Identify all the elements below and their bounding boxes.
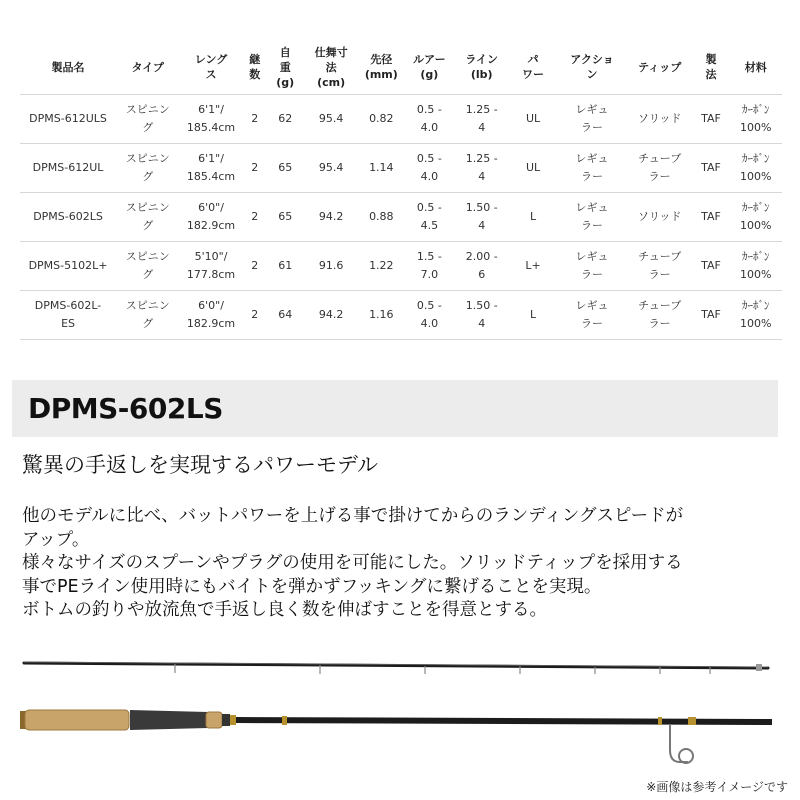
cell-tip: チューブ ラー <box>627 242 693 291</box>
cell-line: 1.25 - 4 <box>454 95 509 144</box>
header-tip-diameter: 先径 (mm) <box>358 40 404 95</box>
cell-type: スピニン グ <box>116 144 179 193</box>
image-note: ※画像は参考イメージです <box>646 780 788 794</box>
cell-closed-length: 95.4 <box>304 144 359 193</box>
table-row <box>20 193 782 242</box>
cell-action: レギュ ラー <box>557 291 627 340</box>
cell-lure-weight: 0.5 - 4.5 <box>404 193 454 242</box>
cell-product-name: DPMS-612UL <box>20 144 116 193</box>
cell-line: 2.00 - 6 <box>454 242 509 291</box>
table-row <box>20 291 782 340</box>
cell-weight: 61 <box>267 242 304 291</box>
cell-power: L <box>509 193 557 242</box>
table-row <box>20 144 782 193</box>
cell-method: TAF <box>692 95 729 144</box>
cell-lure-weight: 1.5 - 7.0 <box>404 242 454 291</box>
cell-lure-weight: 0.5 - 4.0 <box>404 95 454 144</box>
cell-product-name: DPMS-602L- ES <box>20 291 116 340</box>
cell-power: L <box>509 291 557 340</box>
header-line: ライン (lb) <box>454 40 509 95</box>
cell-tip-diameter: 0.82 <box>358 95 404 144</box>
description-line: 他のモデルに比べ、バットパワーを上げる事で掛けてからのランディングスピードが <box>22 506 684 526</box>
cell-closed-length: 95.4 <box>304 95 359 144</box>
cell-action: レギュ ラー <box>557 242 627 291</box>
rod-tip-section <box>24 662 768 674</box>
cell-weight: 65 <box>267 193 304 242</box>
header-method: 製 法 <box>692 40 729 95</box>
header-lure-weight: ルアー (g) <box>404 40 454 95</box>
cell-method: TAF <box>692 193 729 242</box>
description-line: 事でPEライン使用時にもバイトを弾かずフッキングに繋げることを実現。 <box>22 576 602 597</box>
cell-material: ｶｰﾎﾞﾝ 100% <box>730 193 782 242</box>
cell-method: TAF <box>692 291 729 340</box>
rod-butt-section <box>20 710 772 763</box>
cell-length: 6'0"/ 182.9cm <box>179 291 242 340</box>
cell-length: 5'10"/ 177.8cm <box>179 242 242 291</box>
cell-length: 6'0"/ 182.9cm <box>179 193 242 242</box>
header-length: レング ス <box>179 40 242 95</box>
cell-material: ｶｰﾎﾞﾝ 100% <box>730 291 782 340</box>
cell-tip-diameter: 1.22 <box>358 242 404 291</box>
rod-image <box>20 650 772 775</box>
cell-length: 6'1"/ 185.4cm <box>179 95 242 144</box>
header-tip: ティップ <box>627 40 693 95</box>
cell-power: UL <box>509 144 557 193</box>
cell-line: 1.25 - 4 <box>454 144 509 193</box>
cell-lure-weight: 0.5 - 4.0 <box>404 144 454 193</box>
cell-power: UL <box>509 95 557 144</box>
table-row <box>20 242 782 291</box>
cell-tip-diameter: 1.16 <box>358 291 404 340</box>
cell-type: スピニン グ <box>116 242 179 291</box>
cell-material: ｶｰﾎﾞﾝ 100% <box>730 144 782 193</box>
cell-closed-length: 91.6 <box>304 242 359 291</box>
cell-tip: ソリッド <box>627 95 693 144</box>
cell-action: レギュ ラー <box>557 193 627 242</box>
header-product-name: 製品名 <box>20 40 116 95</box>
cell-pieces: 2 <box>243 95 267 144</box>
cell-tip: チューブ ラー <box>627 144 693 193</box>
cell-tip-diameter: 1.14 <box>358 144 404 193</box>
cell-line: 1.50 - 4 <box>454 193 509 242</box>
cell-power: L+ <box>509 242 557 291</box>
spec-header-row <box>20 40 782 95</box>
header-weight: 自 重 (g) <box>267 40 304 95</box>
cell-product-name: DPMS-602LS <box>20 193 116 242</box>
header-action: アクショ ン <box>557 40 627 95</box>
cell-lure-weight: 0.5 - 4.0 <box>404 291 454 340</box>
cell-type: スピニン グ <box>116 95 179 144</box>
section-title: DPMS-602LS <box>28 392 223 425</box>
cell-tip: チューブ ラー <box>627 291 693 340</box>
description-line: アップ。 <box>22 529 90 550</box>
cell-pieces: 2 <box>243 193 267 242</box>
cell-pieces: 2 <box>243 291 267 340</box>
section-header-band <box>12 380 778 437</box>
cell-tip-diameter: 0.88 <box>358 193 404 242</box>
cell-closed-length: 94.2 <box>304 291 359 340</box>
description-line: ボトムの釣りや放流魚で手返し良く数を伸ばすことを得意とする。 <box>22 600 547 620</box>
cell-pieces: 2 <box>243 144 267 193</box>
cell-material: ｶｰﾎﾞﾝ 100% <box>730 95 782 144</box>
cell-product-name: DPMS-612ULS <box>20 95 116 144</box>
cell-length: 6'1"/ 185.4cm <box>179 144 242 193</box>
cell-pieces: 2 <box>243 242 267 291</box>
cell-action: レギュ ラー <box>557 144 627 193</box>
cell-weight: 64 <box>267 291 304 340</box>
cell-type: スピニン グ <box>116 291 179 340</box>
cell-weight: 65 <box>267 144 304 193</box>
description-line: 様々なサイズのスプーンやプラグの使用を可能にした。ソリッドティップを採用する <box>22 553 683 573</box>
cell-method: TAF <box>692 144 729 193</box>
cell-action: レギュ ラー <box>557 95 627 144</box>
spec-table <box>20 40 782 340</box>
header-closed-length: 仕舞寸 法 (cm) <box>304 40 359 95</box>
cell-line: 1.50 - 4 <box>454 291 509 340</box>
cell-product-name: DPMS-5102L+ <box>20 242 116 291</box>
header-type: タイプ <box>116 40 179 95</box>
cell-material: ｶｰﾎﾞﾝ 100% <box>730 242 782 291</box>
cell-weight: 62 <box>267 95 304 144</box>
cell-tip: ソリッド <box>627 193 693 242</box>
header-power: パ ワー <box>509 40 557 95</box>
cell-method: TAF <box>692 242 729 291</box>
cell-type: スピニン グ <box>116 193 179 242</box>
tagline: 驚異の手返しを実現するパワーモデル <box>22 453 378 477</box>
cell-closed-length: 94.2 <box>304 193 359 242</box>
guide-ring <box>679 749 693 763</box>
table-row <box>20 95 782 144</box>
description <box>22 505 778 623</box>
header-material: 材料 <box>730 40 782 95</box>
header-pieces: 継 数 <box>243 40 267 95</box>
